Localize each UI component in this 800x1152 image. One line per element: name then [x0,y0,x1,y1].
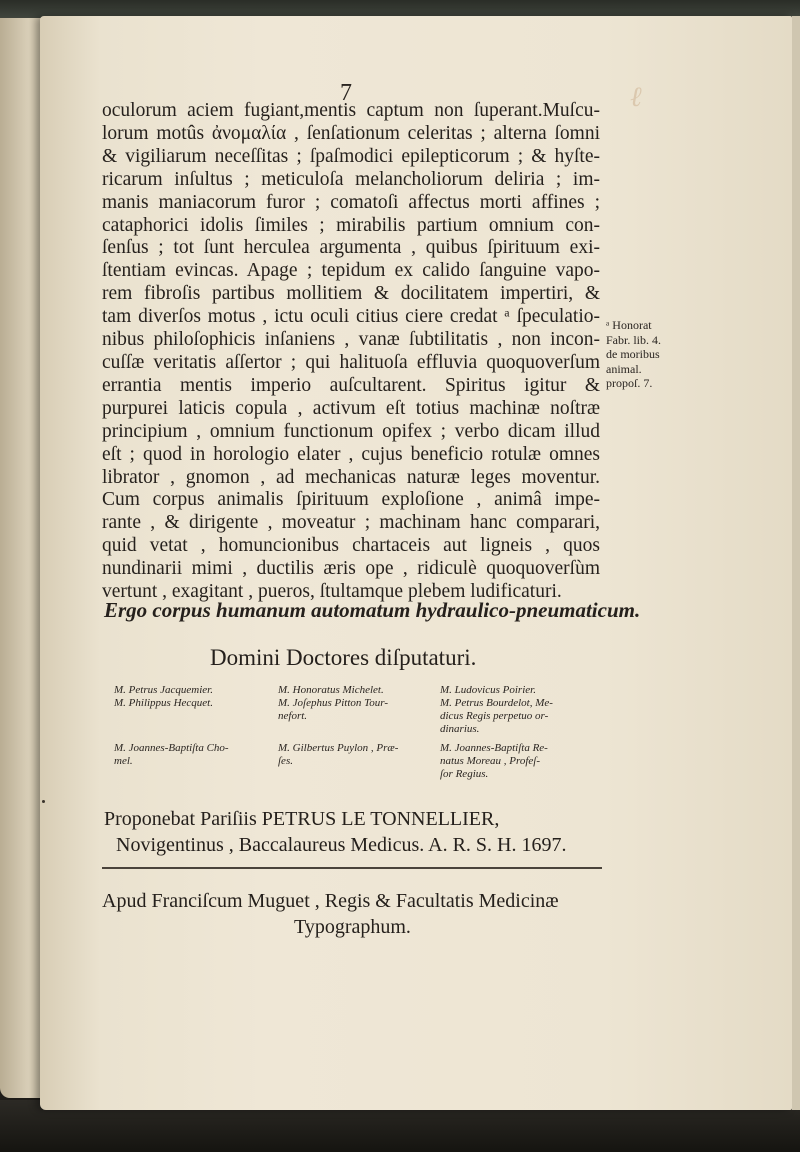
doctor-line: M. Joannes-Baptiſta Re- [440,742,548,754]
doctor-line: M. Ludovicus Poirier. [440,684,536,696]
margin-note-line: ᵃ Honorat [606,318,652,332]
imprint-line-2: Typographum. [294,916,411,938]
doctor-line: natus Moreau , Profeſ- [440,755,541,767]
doctors-title: Domini Doctores diſputaturi. [210,645,477,670]
doctor-line: mel. [114,755,133,767]
body-line: tam diverſos motus , ictu oculi citius ciere credat ᵃ ſpeculatio- [102,306,600,328]
body-line: rem fibroſis partibus mollitiem & docilitatem impertiri, & [102,283,600,305]
proponebat-line-2: Novigentinus , Baccalaureus Medicus. A. R. S. H. 1697. [116,834,567,856]
margin-note-line: propoſ. 7. [606,376,653,390]
proponebat-line-1: Proponebat Pariſiis PETRUS LE TONNELLIER, [104,808,500,830]
body-line: ſenſus ; tot ſunt herculea argumenta , quibus ſpirituum exi- [102,237,600,259]
page-number: 7 [340,80,352,106]
page-right-edge [792,16,800,1110]
imprint-line-1: Apud Franciſcum Muguet , Regis & Facultatis Medicinæ [102,890,559,912]
doctor-entry [278,742,428,768]
body-paragraph [102,100,600,604]
body-line: nibus philoſophicis inſaniens , vanæ ſubtilitatis , non incon- [102,329,600,351]
body-line: lorum motûs ἀνομαλία , ſenſationum celeritas ; alterna ſomni [102,122,600,144]
doctor-line: nefort. [278,710,308,722]
doctor-line: M. Petrus Jacquemier. [114,684,213,696]
doctor-line: M. Philippus Hecquet. [114,697,213,709]
body-line: librator , gnomon , ad mechanicas naturæ leges moventur. [102,466,600,488]
doctor-line: M. Joannes-Baptiſta Cho- [114,742,229,754]
body-line: eſt ; quod in horologio elater , cujus beneficio rotulæ omnes [102,443,600,465]
doctor-line: ſor Regius. [440,768,489,780]
doctor-line: ſes. [278,755,293,767]
body-line: cataphorici idolis ſimiles ; mirabilis partium omnium con- [102,214,600,236]
doctor-entry [440,684,590,736]
proponebat-block [104,806,604,858]
margin-note-line: Fabr. lib. 4. [606,332,662,347]
body-line: errantia mentis imperio auſcultarent. Spiritus igitur & [102,374,600,396]
imprint-block [102,888,622,940]
doctor-line: M. Joſephus Pitton Tour- [278,697,388,709]
doctor-entry [114,684,264,710]
body-line: quid vetat , homuncionibus chartaceis aut ligneis , quos [102,535,600,557]
doctor-entry [114,742,264,768]
doctor-line: M. Gilbertus Puylon , Præ- [278,742,399,754]
body-line: ſtentiam evincas. Apage ; tepidum ex calido ſanguine vapo- [102,260,600,282]
margin-note-line: animal. [606,361,642,376]
body-line: rante , & dirigente , moveatur ; machinam hanc comparari, [102,512,600,534]
doctor-line: M. Honoratus Michelet. [278,684,384,696]
ink-speck [42,800,45,803]
body-line: nundinarii mimi , ductilis æris ope , ridiculè quoquoverſùm [102,558,600,580]
body-line: vertunt , exagitant , pueros, ſtultamque plebem ludificaturi. [102,581,562,603]
body-line: & vigiliarum neceſſitas ; ſpaſmodici epilepticorum ; & hyſte- [102,145,600,167]
doctor-line: M. Petrus Bourdelot, Me- [440,697,553,709]
body-line: manis maniacorum furor ; comatoſi affectus morti affines ; [102,191,600,213]
bleed-through-mark: ℓ [630,82,642,113]
margin-note-line: de moribus [606,347,660,361]
margin-note [606,318,686,391]
conclusion-heading: Ergo corpus humanum automatum hydraulico-pneumaticum. [104,598,641,622]
doctor-line: dinarius. [440,723,480,735]
body-line: cuſſæ veritatis aſſertor ; qui halituoſa effluvia quoquoverſum [102,351,600,373]
doctor-entry [440,742,590,781]
doctor-line: dicus Regis perpetuo or- [440,710,549,722]
body-line: Cum corpus animalis ſpirituum exploſione , animâ impe- [102,489,600,511]
body-line: purpurei laticis copula , activum eſt totius machinæ noſtræ [102,397,600,419]
body-line: oculorum aciem fugiant,mentis captum non ſuperant.Muſcu- [102,100,600,121]
doctor-entry [278,684,428,723]
body-line: ricarum inſultus ; meticuloſa melancholiorum deliria ; im- [102,168,600,190]
divider-rule [102,867,602,869]
body-line: principium , omnium functionum opifex ; verbo dicam illud [102,420,600,442]
